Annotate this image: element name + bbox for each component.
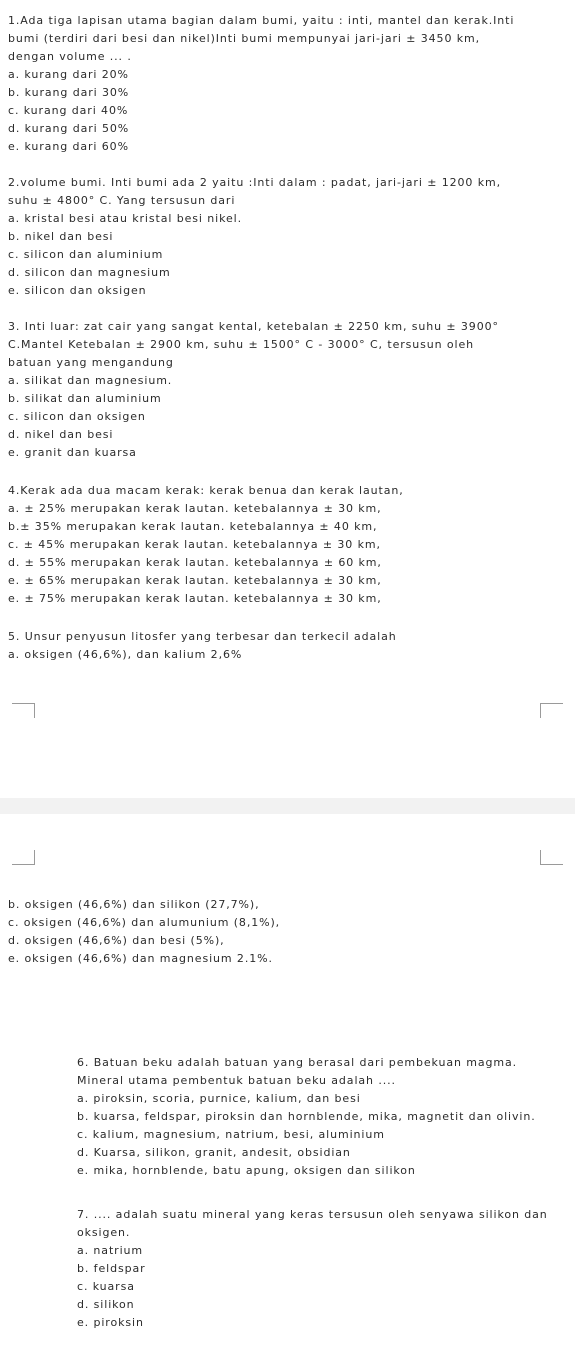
q3-text-line-1: 3. Inti luar: zat cair yang sangat kental, ketebalan ± 2250 km, suhu ± 3900° (8, 320, 499, 333)
q4-option-d: d. ± 55% merupakan kerak lautan. ketebalannya ± 60 km, (8, 556, 382, 569)
q5-text-line-1: 5. Unsur penyusun litosfer yang terbesar dan terkecil adalah (8, 630, 397, 643)
q4-option-e: e. ± 65% merupakan kerak lautan. ketebalannya ± 30 km, (8, 574, 382, 587)
q1-text-line-1: 1.Ada tiga lapisan utama bagian dalam bumi, yaitu : inti, mantel dan kerak.Inti (8, 14, 515, 27)
placeholder-corner-bottom-left (12, 850, 35, 865)
q6-option-a: a. piroksin, scoria, purnice, kalium, dan besi (77, 1092, 361, 1105)
q5-option-d: d. oksigen (46,6%) dan besi (5%), (8, 934, 225, 947)
q2-option-e: e. silicon dan oksigen (8, 284, 147, 297)
q1-option-a: a. kurang dari 20% (8, 68, 129, 81)
q1-option-b: b. kurang dari 30% (8, 86, 130, 99)
q6-option-b: b. kuarsa, feldspar, piroksin dan hornblende, mika, magnetit dan olivin. (77, 1110, 536, 1123)
q3-option-c: c. silicon dan oksigen (8, 410, 146, 423)
q5-option-e: e. oksigen (46,6%) dan magnesium 2.1%. (8, 952, 273, 965)
q5-option-b: b. oksigen (46,6%) dan silikon (27,7%), (8, 898, 260, 911)
q6-text-line-1: 6. Batuan beku adalah batuan yang berasal dari pembekuan magma. (77, 1056, 518, 1069)
q2-option-b: b. nikel dan besi (8, 230, 114, 243)
q2-option-a: a. kristal besi atau kristal besi nikel. (8, 212, 242, 225)
q4-option-a: a. ± 25% merupakan kerak lautan. ketebalannya ± 30 km, (8, 502, 382, 515)
image-gap-band (0, 798, 575, 814)
q2-text-line-2: suhu ± 4800° C. Yang tersusun dari (8, 194, 236, 207)
placeholder-corner-bottom-right (540, 850, 563, 865)
q7-option-a: a. natrium (77, 1244, 144, 1257)
q6-option-d: d. Kuarsa, silikon, granit, andesit, obsidian (77, 1146, 351, 1159)
q2-option-c: c. silicon dan aluminium (8, 248, 164, 261)
q1-option-c: c. kurang dari 40% (8, 104, 129, 117)
q4-option-b: b.± 35% merupakan kerak lautan. ketebalannya ± 40 km, (8, 520, 378, 533)
q7-text-line-2: oksigen. (77, 1226, 131, 1239)
placeholder-corner-top-left (12, 703, 35, 718)
placeholder-corner-top-right (540, 703, 563, 718)
q1-text-line-2: bumi (terdiri dari besi dan nikel)Inti bumi mempunyai jari-jari ± 3450 km, (8, 32, 481, 45)
q1-option-e: e. kurang dari 60% (8, 140, 129, 153)
q1-text-line-3: dengan volume ... . (8, 50, 132, 63)
q6-text-line-2: Mineral utama pembentuk batuan beku adalah .... (77, 1074, 396, 1087)
q3-option-b: b. silikat dan aluminium (8, 392, 162, 405)
q7-option-c: c. kuarsa (77, 1280, 135, 1293)
q7-option-e: e. piroksin (77, 1316, 144, 1329)
q3-option-e: e. granit dan kuarsa (8, 446, 137, 459)
q7-option-d: d. silikon (77, 1298, 135, 1311)
q7-option-b: b. feldspar (77, 1262, 146, 1275)
q6-option-c: c. kalium, magnesium, natrium, besi, aluminium (77, 1128, 385, 1141)
q6-option-e: e. mika, hornblende, batu apung, oksigen dan silikon (77, 1164, 416, 1177)
q2-option-d: d. silicon dan magnesium (8, 266, 171, 279)
q4-option-e2: e. ± 75% merupakan kerak lautan. ketebalannya ± 30 km, (8, 592, 382, 605)
q5-option-a: a. oksigen (46,6%), dan kalium 2,6% (8, 648, 243, 661)
q1-option-d: d. kurang dari 50% (8, 122, 130, 135)
q3-option-a: a. silikat dan magnesium. (8, 374, 173, 387)
q3-option-d: d. nikel dan besi (8, 428, 114, 441)
q7-text-line-1: 7. .... adalah suatu mineral yang keras tersusun oleh senyawa silikon dan (77, 1208, 548, 1221)
q4-option-c: c. ± 45% merupakan kerak lautan. ketebalannya ± 30 km, (8, 538, 381, 551)
q4-text-line-1: 4.Kerak ada dua macam kerak: kerak benua dan kerak lautan, (8, 484, 404, 497)
q3-text-line-2: C.Mantel Ketebalan ± 2900 km, suhu ± 1500° C - 3000° C, tersusun oleh (8, 338, 475, 351)
q3-text-line-3: batuan yang mengandung (8, 356, 174, 369)
q2-text-line-1: 2.volume bumi. Inti bumi ada 2 yaitu :Inti dalam : padat, jari-jari ± 1200 km, (8, 176, 501, 189)
q5-option-c: c. oksigen (46,6%) dan alumunium (8,1%), (8, 916, 281, 929)
